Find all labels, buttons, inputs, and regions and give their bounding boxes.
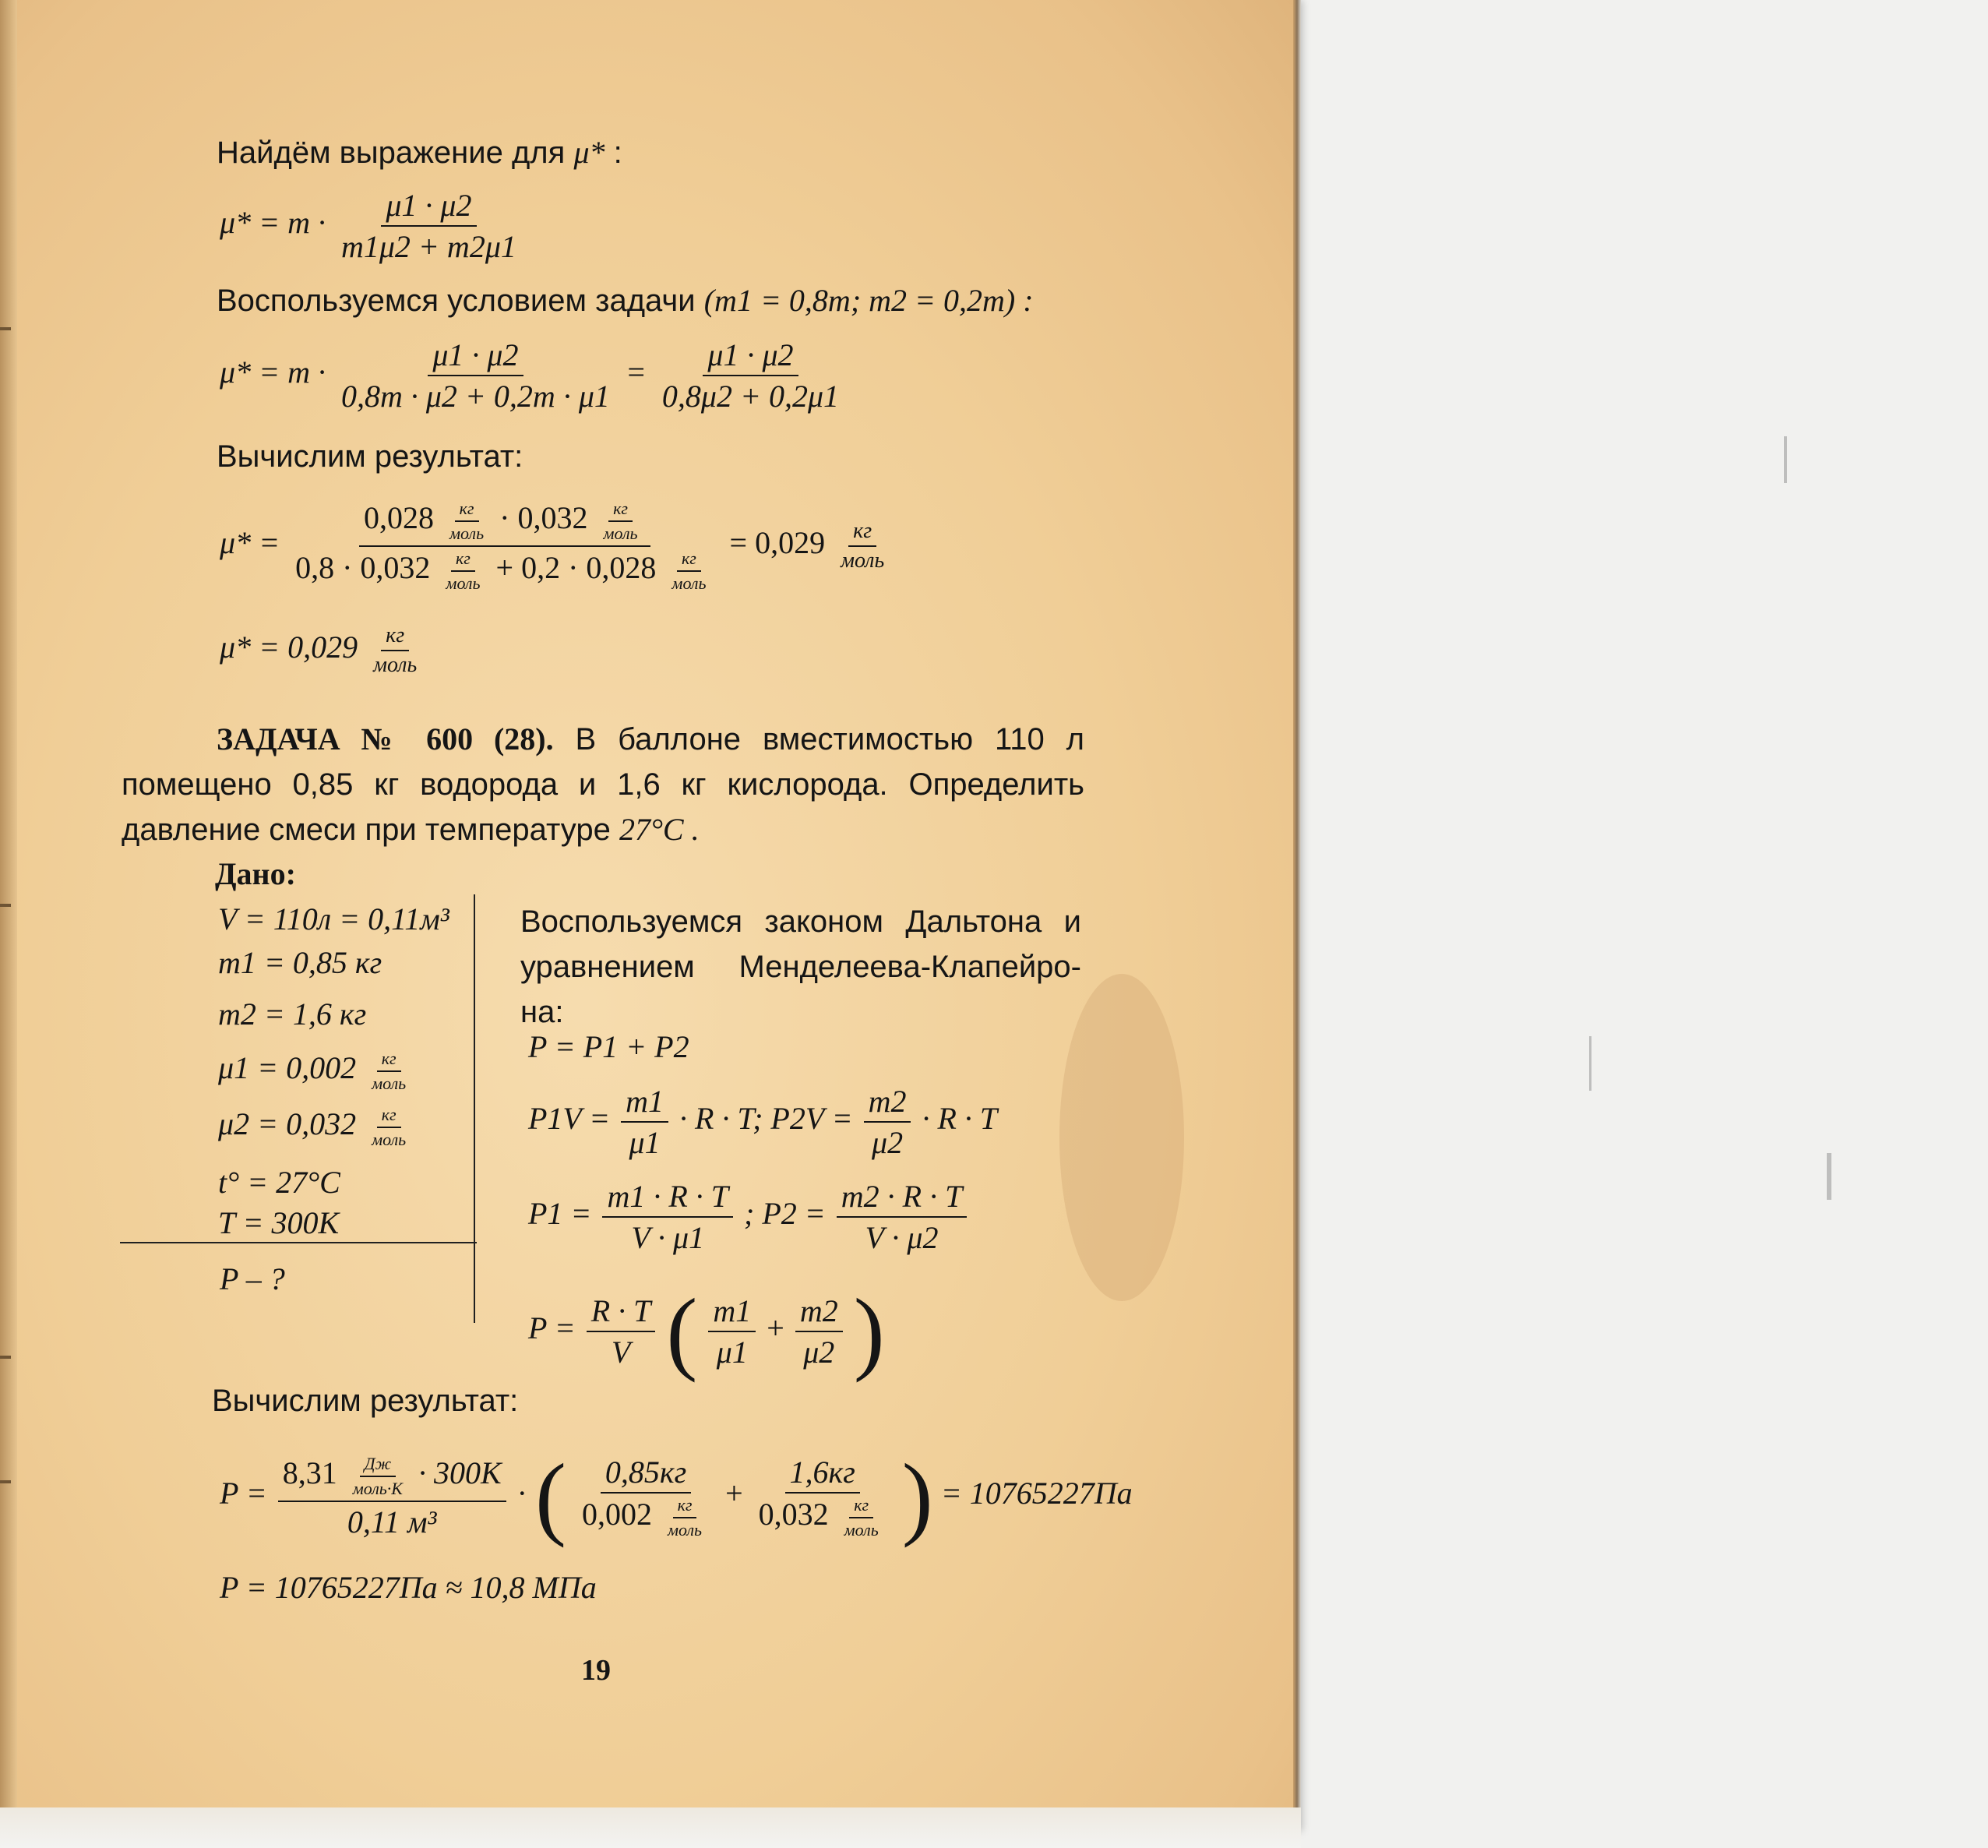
- given-molar-mass-1: μ1 = 0,002 $\frac{кг}{\text{моль}}$: [218, 1049, 407, 1093]
- formula-mu-star-result: μ* = 0,029 $\frac{кг}{\text{моль}}$: [220, 623, 418, 677]
- scan-bottom-margin: [0, 1807, 1301, 1848]
- binding-stitch: [0, 1356, 11, 1359]
- page-number: 19: [581, 1654, 611, 1687]
- given-volume: V = 110л = 0,11м³: [218, 901, 449, 936]
- problem-statement: ЗАДАЧА № 600 (28). В баллоне вместимостью 110 л помещено 0,85 кг водорода и 1,6 кг кислорода. Определить давление смеси при температуре 27°C .: [122, 721, 1084, 847]
- binding-stitch: [0, 1480, 11, 1483]
- given-title: Дано:: [215, 856, 296, 891]
- given-separator: [474, 894, 475, 1323]
- scan-dust: [1589, 1036, 1591, 1091]
- page-binding: [0, 0, 17, 1831]
- dalton-text: Воспользуемся законом Дальтона и уравнением Менделеева-Клапейро- на:: [520, 905, 1081, 1029]
- given-molar-mass-2: μ2 = 0,032 $\frac{кг}{\text{моль}}$: [218, 1105, 407, 1149]
- text-use-condition: Воспользуемся условием задачи (m1 = 0,8m; m2 = 0,2m) :: [217, 283, 1034, 318]
- scan-dust: [1827, 1153, 1831, 1200]
- formula-mu-star-substituted: μ* = m · $\frac{\mu 1 \cdot \mu 2}{0,8m \cdot \mu 2 + 0,2m \cdot \mu 1}$ = $\frac{\mu 1 \cdot \mu 2}{0,8\mu 2 + 0,2\mu 1}$: [220, 337, 840, 414]
- find-pressure: P – ?: [220, 1261, 285, 1296]
- formula-clapeyron: P1V = $\frac{m1}{\mu 1}$ · R · T; P2V = $\frac{m2}{\mu 2}$ · R · T: [528, 1084, 998, 1160]
- given-temperature-c: t° = 27°C: [218, 1165, 340, 1200]
- text-compute-result-2: Вычислим результат:: [212, 1384, 519, 1418]
- formula-pressure-numeric: P = 8,31 $\frac{Дж}{\text{моль·K}}$ · 300K 0,11 м³ · ( 0,85кг 0,002 $\frac{кг}{\text{моль}}$ + 1,6кг 0,032 $\frac{кг}{\text{моль}}$ ) = 10765227Па: [220, 1444, 1133, 1548]
- binding-stitch: [0, 327, 11, 330]
- given-mass-2: m2 = 1,6 кг: [218, 996, 367, 1032]
- given-mass-1: m1 = 0,85 кг: [218, 945, 382, 980]
- formula-dalton-sum: P = P1 + P2: [528, 1029, 689, 1064]
- scan-dust: [1784, 436, 1787, 483]
- binding-stitch: [0, 904, 11, 907]
- formula-partial-pressures: P1 = $\frac{m1 \cdot R \cdot T}{V \cdot \mu 1}$ ; P2 = $\frac{m2 \cdot R \cdot T}{V \cdot \mu 2}$: [528, 1178, 970, 1256]
- page-edge: [1293, 0, 1301, 1831]
- given-temperature-k: T = 300K: [218, 1205, 340, 1240]
- formula-mu-star-general: μ* = m · $\frac{\mu 1 \cdot \mu 2}{m1\mu 2 + m2\mu 1}$: [220, 188, 516, 264]
- formula-pressure-final: P = 10765227Па ≈ 10,8 МПа: [220, 1570, 597, 1605]
- text-compute-result-1: Вычислим результат:: [217, 439, 523, 474]
- text-find-expression: Найдём выражение для μ* :: [217, 135, 622, 170]
- formula-mu-star-numeric: μ* = 0,028 $\frac{кг}{\text{моль}}$ · 0,032 $\frac{кг}{\text{моль}}$ 0,8 · 0,032 $\frac{кг}{\text{моль}}$ + 0,2 · 0,028 $\frac{кг}{\text{моль}}$ = 0,029 $\frac{кг}{\text{моль}}$: [220, 499, 885, 593]
- formula-total-pressure: P = $\frac{R \cdot T}{V}$ ( $\frac{m1}{\mu 1}$ + $\frac{m2}{\mu 2}$ ): [528, 1279, 885, 1383]
- given-divider: [120, 1242, 477, 1243]
